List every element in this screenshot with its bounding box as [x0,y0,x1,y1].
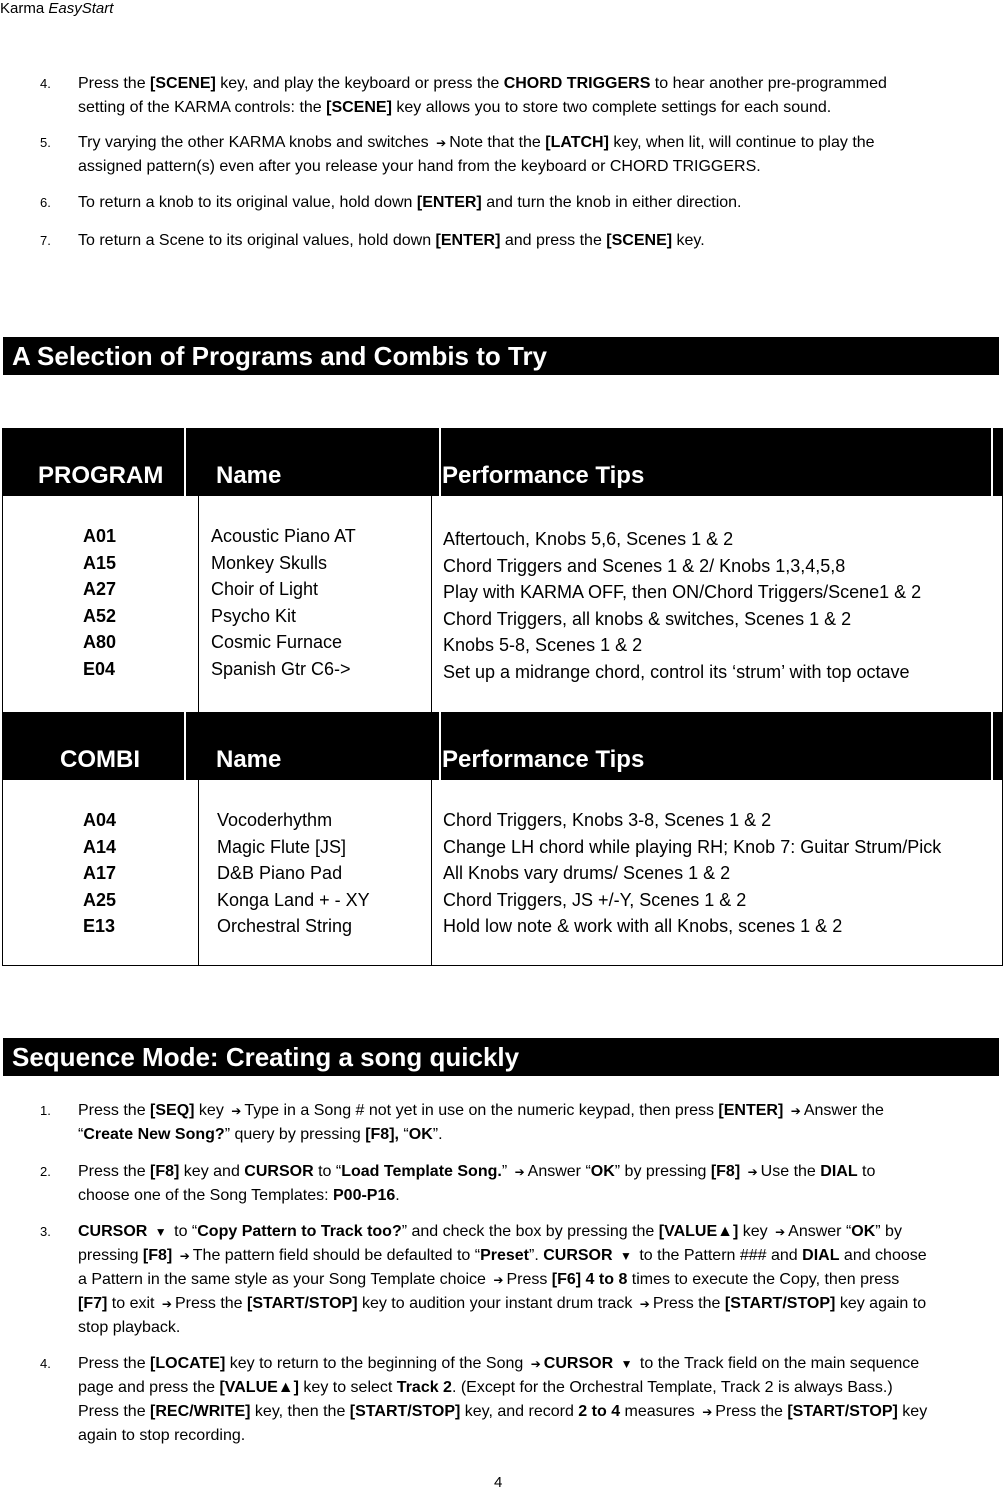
step-text-part: DIAL [802,1247,840,1264]
program-table-body [2,496,1003,714]
arrow-icon: ▼ [154,1225,167,1239]
step-text-part: to hear another pre-programmed [650,75,887,92]
step-number: 3. [40,1224,51,1239]
step-text-part: Copy Pattern to Track too? [197,1223,402,1240]
program-name-col-header: Name [216,462,282,489]
step-number: 1. [40,1103,51,1118]
step-text-part: [START/STOP] [349,1403,461,1420]
step-text-part: key to select [298,1379,397,1396]
step-text-part: ”. [432,1126,443,1143]
step-text-part: [F8] [150,1163,180,1180]
section-title-programs [3,337,999,375]
arrow-icon: ▼ [620,1357,633,1371]
step-text-part: key [738,1223,773,1240]
step-text-part: [START/STOP] [724,1295,836,1312]
arrow-icon: ➔ [436,136,447,150]
program-name: Choir of Light [211,579,319,599]
step-text-part: CURSOR [244,1163,314,1180]
step-text-part: Press the [78,1355,151,1372]
step-text-part [613,1247,617,1264]
step-text-part: Answer “ [527,1163,591,1180]
step-text-part: to exit [107,1295,159,1312]
program-code-column [83,523,116,682]
section-title-programs-text: A Selection of Programs and Combis to Try [12,341,548,371]
program-name: Psycho Kit [211,605,297,626]
arrow-icon: ➔ [179,1249,190,1263]
step-number: 2. [40,1164,51,1179]
step-text-part: ” and check the box by pressing the [401,1223,659,1240]
step-text-part: Preset [480,1247,529,1264]
program-tips-col-header: Performance Tips [442,462,645,489]
step-text-part: [F8] [710,1163,741,1180]
step-text-part: key allows you to store two complete settings for each sound. [391,99,832,116]
step-text-part: Press the [652,1295,725,1312]
program-tip: Aftertouch, Knobs 5,6, Scenes 1 & 2 [443,529,734,549]
step-text-part: [SCENE] [150,75,216,92]
program-tip: Set up a midrange chord, control its ‘strum’ with top octave [443,661,910,682]
step-text-part: Try varying the other KARMA knobs and switches [78,134,434,151]
step-text-part: times to execute the Copy, then press [627,1271,900,1288]
step-text-part: key again to [835,1295,927,1312]
step-text-part: [REC/WRITE] [150,1403,251,1420]
arrow-icon: ➔ [775,1225,786,1239]
combi-name: Konga Land + - XY [217,889,370,910]
step-text-part: OK [590,1163,615,1180]
combi-name: Magic Flute [JS] [217,836,347,857]
program-code: A15 [83,552,117,573]
step-text-part: Press the [78,1403,151,1420]
program-code: A80 [83,632,117,652]
step-text-part: CURSOR [78,1223,148,1240]
page-header [0,0,113,17]
step-text-part: To return a knob to its original value, hold down [78,194,417,211]
step-text-part: Press the [78,1102,151,1119]
combi-code: A14 [83,836,117,857]
combi-code: E13 [83,916,116,936]
step-text-part: [F8] [142,1247,173,1264]
step-text-part: assigned pattern(s) even after you release your hand from the keyboard or CHORD TRIGGERS. [78,158,761,175]
step-text-part: key to return to the beginning of the Song [225,1355,528,1372]
step-number: 5. [40,135,51,150]
step-text-part: CURSOR [543,1355,614,1372]
arrow-icon: ▼ [620,1249,632,1263]
step-text-part: Use the [760,1163,821,1180]
step-text-part: page and press the [78,1379,220,1396]
step-text-part: ” by [875,1223,902,1240]
program-code: A52 [83,605,117,626]
step-text-part: [START/STOP] [247,1295,358,1312]
step-text-part: stop playback. [78,1319,181,1336]
combi-name: Vocoderhythm [217,810,333,830]
combi-code: A17 [83,863,117,883]
step-text-part: key, and record [460,1403,579,1420]
step-text-part: [ENTER] [435,232,501,249]
step-text-part [172,1247,176,1264]
step-text-part: [ENTER] [718,1102,784,1119]
step-text-part: a Pattern in the same style as your Song Template choice [78,1271,491,1288]
step-text-part: OK [408,1126,433,1143]
arrow-icon: ➔ [702,1405,713,1419]
arrow-icon: ➔ [514,1165,525,1179]
program-tip: Chord Triggers and Scenes 1 & 2/ Knobs 1,3,4,5,8 [443,555,846,576]
step-text-part: key. [672,232,705,249]
step-text [78,1099,996,1147]
program-col-header: PROGRAM [38,462,164,489]
combi-table [2,712,1003,966]
step-text [78,72,996,120]
program-name-column [211,523,356,682]
step-text-part: [F8], [365,1126,399,1143]
step-text-part [740,1163,744,1180]
step-text-part: setting of the KARMA controls: the [78,99,327,116]
step-text-part [147,1223,151,1240]
step-number: 6. [40,195,51,210]
program-table [2,428,1003,714]
program-code: A27 [83,579,117,599]
step-text-part: Track 2 [396,1379,452,1396]
step-text-part: key and [179,1163,245,1180]
combi-tip: Chord Triggers, Knobs 3-8, Scenes 1 & 2 [443,810,772,830]
step-text-part: Answer the [803,1102,884,1119]
step-text-part: to the Track field on the main sequence [635,1355,920,1372]
step-text-part: ” [501,1163,512,1180]
step-text-part: P00-P16 [333,1187,396,1204]
step-text-part: key, then the [250,1403,350,1420]
combi-table-header [2,712,1003,780]
combi-name: D&B Piano Pad [217,863,343,883]
step-text-part: Press [506,1271,552,1288]
step-text [78,191,996,215]
step-text-part: [LATCH] [545,134,609,151]
step-text-part [613,1355,617,1372]
combi-tip: All Knobs vary drums/ Scenes 1 & 2 [443,863,731,883]
section-title-sequence [3,1038,999,1076]
step-text-part: DIAL [820,1163,858,1180]
program-name: Cosmic Furnace [211,632,343,652]
program-name: Monkey Skulls [211,552,328,573]
program-tips-column [443,526,921,685]
step-text-part: The pattern field should be defaulted to “ [192,1247,481,1264]
step-text-part: and turn the knob in either direction. [481,194,742,211]
step-text-part: and choose [839,1247,927,1264]
step-text-part: Answer “ [788,1223,852,1240]
step-text-part: again to stop recording. [78,1427,246,1444]
combi-tip: Change LH chord while playing RH; Knob 7: Guitar Strum/Pick [443,836,942,857]
step-text-part: and press the [500,232,607,249]
page-number: 4 [494,1474,503,1491]
step-text-part: ” by pressing [614,1163,711,1180]
program-name: Spanish Gtr C6-> [211,658,351,679]
step-text-part: Note that the [449,134,546,151]
step-number: 7. [40,233,51,248]
step-text-part: [SCENE] [606,232,673,249]
program-code: E04 [83,658,116,679]
step-text-part: CURSOR [543,1247,613,1264]
combi-code: A25 [83,889,117,910]
step-text-part: key to audition your instant drum track [357,1295,637,1312]
step-text-part: ” query by pressing [224,1126,366,1143]
step-text-part: [F7] [78,1295,108,1312]
step-text-part: “ [398,1126,409,1143]
step-number: 4. [40,1356,51,1371]
step-text-part: “ [78,1126,84,1143]
program-code: A01 [83,526,117,546]
step-text-part: [ENTER] [416,194,482,211]
step-text-part: to “ [313,1163,342,1180]
step-text-part: . (Except for the Orchestral Template, Track 2 is always Bass.) [451,1379,893,1396]
step-text-part: Type in a Song # not yet in use on the numeric keypad, then press [244,1102,719,1119]
section-title-sequence-text: Sequence Mode: Creating a song quickly [12,1042,520,1072]
combi-name-col-header: Name [216,746,282,773]
arrow-icon: ➔ [747,1165,758,1179]
step-text [78,229,996,253]
combi-tip: Hold low note & work with all Knobs, scenes 1 & 2 [443,916,843,936]
step-text-part: choose one of the Song Templates: [78,1187,333,1204]
step-text-part: Create New Song? [83,1126,225,1143]
header-product: EasyStart [48,0,114,17]
step-text-part: [START/STOP] [787,1403,898,1420]
combi-tips-col-header: Performance Tips [442,746,645,773]
step-text-part: to the Pattern ### and [634,1247,803,1264]
arrow-icon: ➔ [231,1104,242,1118]
combi-name: Orchestral String [217,916,353,936]
combi-name-column [217,807,370,940]
step-text-part: . [395,1187,400,1204]
step-text-part: ”. [529,1247,544,1264]
step-text-part: pressing [78,1247,143,1264]
step-text-part: 2 to 4 [578,1403,621,1420]
combi-table-body [2,780,1003,966]
program-tip: Knobs 5-8, Scenes 1 & 2 [443,635,643,655]
header-brand: Karma [0,0,45,17]
program-name: Acoustic Piano AT [211,526,356,546]
step-number: 4. [40,76,51,91]
step-text-part: CHORD TRIGGERS [503,75,651,92]
program-tip: Play with KARMA OFF, then ON/Chord Triggers/Scene1 & 2 [443,582,922,602]
step-text-part: key [194,1102,229,1119]
step-text [78,1352,996,1448]
step-text [78,1220,996,1340]
combi-tips-column [443,807,941,940]
step-text-part: Press the [174,1295,247,1312]
combi-tip: Chord Triggers, JS +/-Y, Scenes 1 & 2 [443,889,747,910]
step-text [78,131,996,179]
program-tip: Chord Triggers, all knobs & switches, Scenes 1 & 2 [443,608,852,629]
step-text-part: Load Template Song. [341,1163,502,1180]
step-text-part: OK [851,1223,876,1240]
step-text-part: key, and play the keyboard or press the [215,75,504,92]
arrow-icon: ➔ [493,1273,504,1287]
combi-code: A04 [83,810,117,830]
step-text-part [783,1102,787,1119]
step-text-part: To return a Scene to its original values, hold down [78,232,436,249]
step-text [78,1160,996,1208]
combi-code-column [83,807,116,940]
step-text-part: key, when lit, will continue to play the [608,134,875,151]
step-text-part: Press the [715,1403,788,1420]
step-text-part: [VALUE▲] [658,1223,739,1240]
step-text-part: Press the [78,75,151,92]
step-text-part: measures [620,1403,700,1420]
step-text-part: key [897,1403,928,1420]
step-text-part: [VALUE▲] [219,1379,299,1396]
arrow-icon: ➔ [530,1357,541,1371]
step-text-part: [SCENE] [326,99,392,116]
step-text-part: [LOCATE] [150,1355,226,1372]
arrow-icon: ➔ [790,1104,801,1118]
arrow-icon: ➔ [161,1297,172,1311]
step-text-part: Press the [78,1163,151,1180]
step-text-part: to “ [169,1223,198,1240]
program-table-header [2,428,1003,496]
step-text-part: [SEQ] [150,1102,195,1119]
combi-col-header: COMBI [60,746,140,773]
arrow-icon: ➔ [639,1297,650,1311]
step-text-part: [F6] 4 to 8 [551,1271,628,1288]
step-text-part: to [857,1163,876,1180]
